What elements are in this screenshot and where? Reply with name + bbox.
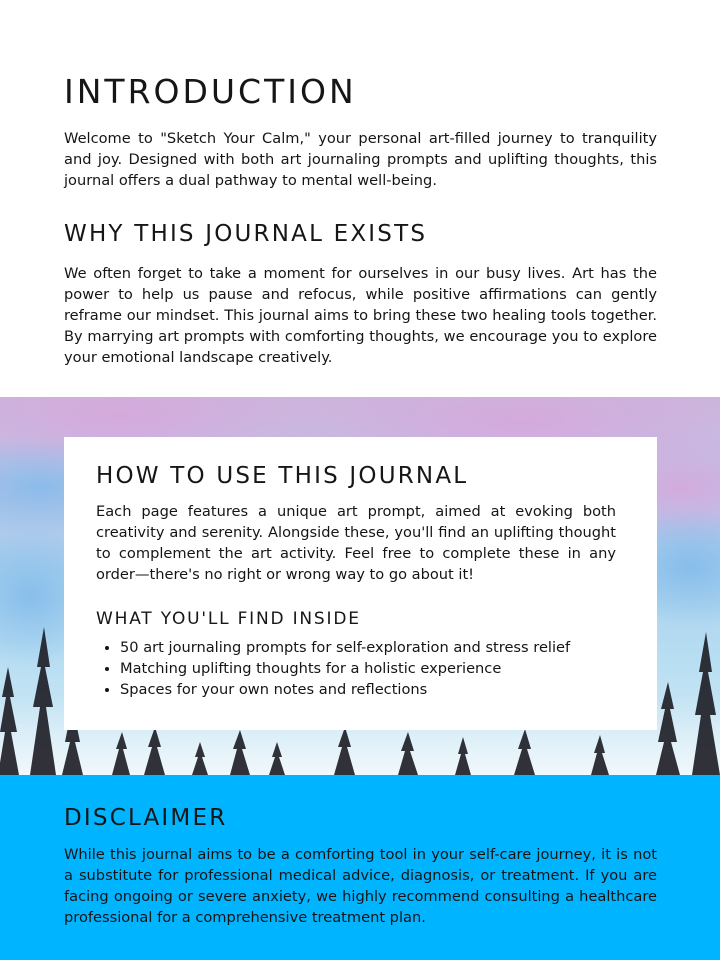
list-item: • Matching uplifting thoughts for a holistic experience	[120, 658, 570, 679]
why-body: We often forget to take a moment for ourselves in our busy lives. Art has the power to help us pause and refocus, while positive affirmations can gently reframe our mindset. This journal aims to bring these two healing tools together. By marrying art prompts with comforting thoughts, we encourage you to explore your emotional landscape creatively.	[64, 265, 657, 366]
list-item: • Spaces for your own notes and reflections	[120, 679, 570, 700]
inside-list	[100, 637, 570, 700]
why-heading: WHY THIS JOURNAL EXISTS	[64, 221, 428, 247]
disclaimer-heading: DISCLAIMER	[64, 805, 228, 831]
how-heading: HOW TO USE THIS JOURNAL	[96, 463, 469, 489]
disclaimer-body: While this journal aims to be a comforting tool in your self-care journey, it is not a substitute for professional medical advice, diagnosis, or treatment. If you are facing ongoing or severe anxiety, we highly recommend consulting a healthcare professional for a comprehensive treatment plan.	[64, 846, 657, 926]
inside-subheading: WHAT YOU'LL FIND INSIDE	[96, 609, 361, 629]
how-body: Each page features a unique art prompt, aimed at evoking both creativity and serenity. Alongside these, you'll find an uplifting thought to complement the art activity. Feel free to complete these in any order—there's no right or wrong way to go about it!	[96, 503, 616, 583]
introduction-body: Welcome to "Sketch Your Calm," your personal art-filled journey to tranquility and joy. Designed with both art journaling prompts and uplifting thoughts, this journal offers a dual pathway to mental well-being.	[64, 130, 657, 189]
list-item: • 50 art journaling prompts for self-exploration and stress relief	[120, 637, 570, 658]
introduction-heading: INTRODUCTION	[64, 72, 357, 111]
